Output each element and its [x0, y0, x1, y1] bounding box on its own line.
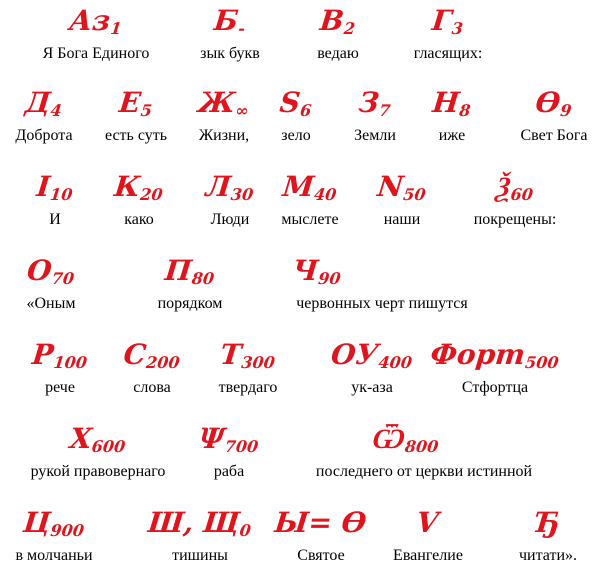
- letter-glyph: $К_{20}$: [112, 170, 164, 204]
- cell-ts: [2, 508, 106, 566]
- letter-glyph: $Л_{30}$: [204, 170, 255, 204]
- word-label: рукой правовернаго: [30, 463, 166, 480]
- word-label: ведаю: [317, 45, 359, 62]
- letter-glyph: $S_6$: [278, 86, 313, 120]
- letter-glyph: $Д_4$: [23, 86, 63, 120]
- word-label: Люди: [210, 211, 250, 228]
- cell-ksi: [458, 172, 572, 230]
- word-label: Земли: [354, 127, 396, 144]
- word-label: покрещены:: [473, 211, 557, 228]
- letter-glyph: $Х_{600}$: [68, 422, 127, 456]
- cell-ot: [274, 424, 574, 482]
- letter-glyph: $Р_{100}$: [30, 338, 88, 372]
- letter-glyph: $Ч_{90}$: [290, 254, 342, 288]
- letter-glyph: $Г_3$: [430, 4, 464, 38]
- word-label: последнего от церкви истинной: [315, 463, 533, 480]
- cell-d: [0, 88, 88, 146]
- letter-glyph: Ы= Ѳ: [273, 506, 368, 539]
- letter-glyph: $С_{200}$: [121, 338, 181, 372]
- cell-b: [180, 6, 280, 64]
- letter-glyph: $М_{40}$: [281, 170, 338, 204]
- letter-glyph: $\Psi_{700}$: [197, 422, 260, 456]
- cell-m: [268, 172, 352, 230]
- cell-az: [18, 6, 174, 64]
- cell-fort: [430, 340, 560, 398]
- cell-g: [398, 6, 498, 64]
- letter-glyph: $Ѳ_9$: [534, 86, 573, 120]
- letter-glyph: $Б_-$: [212, 4, 246, 38]
- cell-t: [200, 340, 296, 398]
- cell-o: [14, 256, 88, 314]
- letter-glyph: $Ц_{900}$: [21, 506, 85, 540]
- cell-zh: [184, 88, 264, 146]
- cell-i: [30, 172, 80, 230]
- letter-glyph: $N_{50}$: [375, 170, 427, 204]
- letter-glyph: $ОУ_{400}$: [329, 338, 413, 372]
- cell-izhitsa: [380, 508, 476, 566]
- letter-glyph: V: [414, 506, 441, 539]
- word-label: Святое: [297, 547, 345, 564]
- word-label: «Оным: [26, 295, 76, 312]
- cell-r: [30, 340, 90, 398]
- cell-v: [298, 6, 378, 64]
- letter-glyph: $Ѯ_{60}$: [494, 170, 534, 204]
- cell-l: [190, 172, 270, 230]
- word-label: И: [49, 211, 61, 228]
- word-label: зело: [281, 127, 311, 144]
- word-label: рече: [45, 379, 75, 396]
- word-label: читати».: [518, 547, 578, 564]
- word-label: червонных черт пишутся: [296, 295, 468, 312]
- word-label: Свет Бога: [520, 127, 588, 144]
- word-label: Евангелие: [393, 547, 463, 564]
- cell-h: [0, 424, 196, 482]
- cell-z: [340, 88, 410, 146]
- word-label: ук-аза: [351, 379, 393, 396]
- word-label: како: [124, 211, 154, 228]
- word-label: Я Бога Единого: [42, 45, 150, 62]
- letter-glyph: Ш, $Щ_0$: [146, 506, 252, 540]
- cell-n: [420, 88, 484, 146]
- word-label: раба: [213, 463, 245, 480]
- letter-glyph: $Е_5$: [117, 86, 153, 120]
- letter-glyph: $Ж_\infty$: [196, 86, 250, 120]
- letter-glyph: $I_{10}$: [35, 170, 74, 204]
- word-label: Доброта: [15, 127, 73, 144]
- word-label: гласящих:: [413, 45, 483, 62]
- letter-glyph: $О_{70}$: [25, 254, 76, 288]
- word-label: слова: [133, 379, 171, 396]
- word-label: тишины: [172, 547, 228, 564]
- cell-fita: [508, 88, 600, 146]
- cell-djerv: [500, 508, 596, 566]
- word-label: Жизни,: [198, 127, 250, 144]
- letter-glyph: Ђ: [533, 506, 562, 539]
- letter-glyph: $Ѿ_{800}$: [371, 422, 440, 456]
- letter-glyph: $Аз_1$: [67, 4, 123, 38]
- letter-glyph: $П_{80}$: [163, 254, 216, 288]
- letter-glyph: $Т_{300}$: [218, 338, 276, 372]
- cell-e: [86, 88, 186, 146]
- word-label: порядком: [157, 295, 223, 312]
- cell-k: [104, 172, 174, 230]
- cell-sh: [140, 508, 260, 566]
- letter-glyph: $З_7$: [357, 86, 392, 120]
- word-label: есть суть: [104, 127, 168, 144]
- word-label: наши: [383, 211, 421, 228]
- cell-ch: [264, 256, 500, 314]
- letter-glyph: Форт$_{500}$: [428, 338, 560, 372]
- word-label: иже: [438, 127, 466, 144]
- cell-n2: [366, 172, 438, 230]
- word-label: мыслете: [281, 211, 339, 228]
- cell-s2: [114, 340, 190, 398]
- letter-glyph: $Н_8$: [431, 86, 472, 120]
- cell-s: [266, 88, 326, 146]
- cell-ou: [322, 340, 422, 398]
- word-label: зык букв: [200, 45, 260, 62]
- word-label: в молчаньи: [15, 547, 93, 564]
- word-label: Стфортца: [461, 379, 529, 396]
- cell-y: [274, 508, 368, 566]
- word-label: твердаго: [218, 379, 278, 396]
- letter-glyph: $В_2$: [318, 4, 357, 38]
